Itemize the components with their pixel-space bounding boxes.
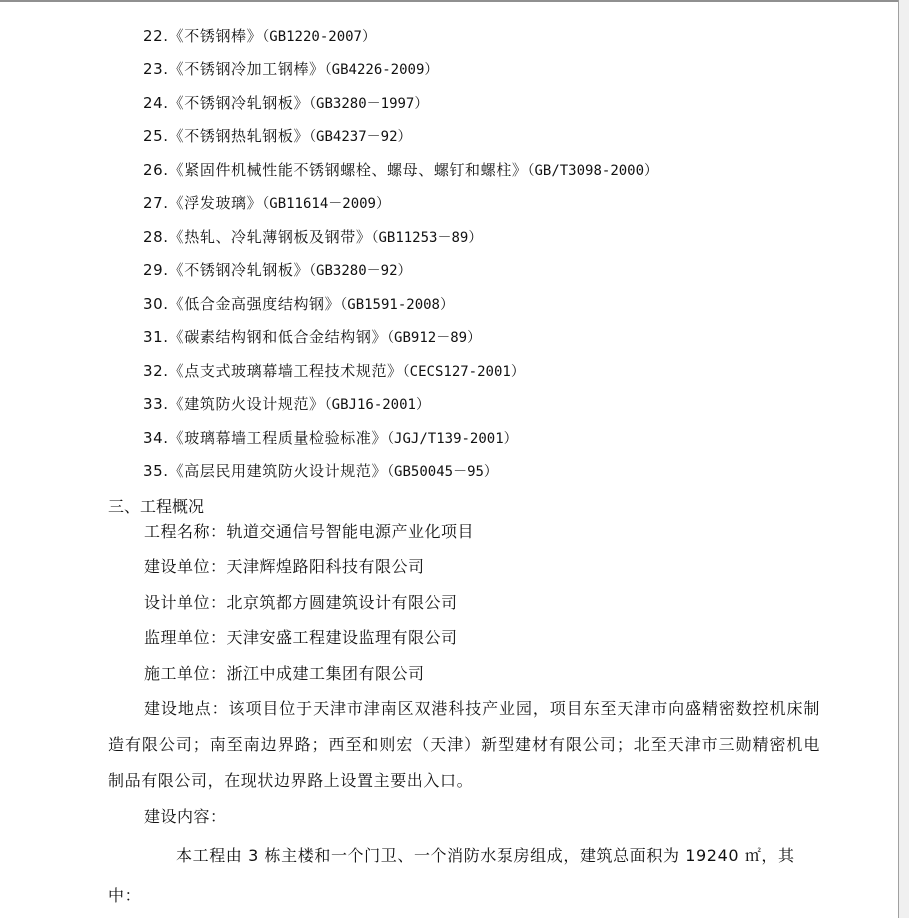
reference-item (143, 326, 481, 349)
reference-title: 《不锈钢冷加工钢棒》 (168, 60, 325, 78)
reference-title: 《紧固件机械性能不锈钢螺栓、螺母、螺钉和螺柱》 (168, 161, 528, 179)
reference-number: 28. (143, 228, 169, 246)
reference-item (143, 226, 482, 249)
project-content-text: 本工程由 3 栋主楼和一个门卫、一个消防水泵房组成，建筑总面积为 19240 ㎡，其中： (108, 846, 795, 905)
reference-code: （GB3280－1997） (309, 96, 429, 112)
reference-item (143, 159, 658, 182)
reference-number: 30. (143, 295, 169, 313)
reference-code: （GB912－89） (387, 330, 482, 346)
reference-number: 27. (143, 194, 169, 212)
reference-item (143, 427, 518, 450)
reference-item (143, 259, 412, 282)
reference-code: （JGJ/T139-2001） (387, 431, 518, 447)
reference-code: （GB/T3098-2000） (527, 163, 659, 179)
reference-title: 《不锈钢棒》 (168, 27, 263, 45)
reference-item (143, 360, 525, 383)
reference-number: 32. (143, 362, 169, 380)
reference-item (143, 125, 412, 148)
reference-title: 《浮发玻璃》 (168, 194, 263, 212)
reference-code: （GB4226-2009） (324, 62, 439, 78)
project-builder: 建设单位：天津辉煌路阳科技有限公司 (144, 557, 425, 576)
reference-number: 22. (143, 27, 169, 45)
reference-item (143, 58, 438, 81)
reference-number: 25. (143, 127, 169, 145)
reference-code: （GB4237－92） (309, 129, 412, 145)
reference-code: （GB3280－92） (309, 263, 412, 279)
reference-title: 《不锈钢冷轧钢板》 (168, 261, 310, 279)
reference-title: 《点支式玻璃幕墙工程技术规范》 (168, 362, 403, 380)
reference-title: 《高层民用建筑防火设计规范》 (168, 462, 388, 480)
reference-number: 26. (143, 161, 169, 179)
reference-number: 29. (143, 261, 169, 279)
reference-code: （GB11614－2009） (262, 196, 390, 212)
reference-item (143, 92, 428, 115)
reference-title: 《不锈钢冷轧钢板》 (168, 94, 310, 112)
reference-number: 33. (143, 395, 169, 413)
reference-code: （CECS127-2001） (402, 364, 525, 380)
project-designer: 设计单位：北京筑都方圆建筑设计有限公司 (144, 593, 458, 612)
reference-title: 《不锈钢热轧钢板》 (168, 127, 310, 145)
reference-title: 《低合金高强度结构钢》 (168, 295, 341, 313)
project-content-label: 建设内容： (144, 807, 227, 826)
project-name: 工程名称：轨道交通信号智能电源产业化项目 (144, 522, 475, 541)
reference-item (143, 293, 454, 316)
section-heading: 三、工程概况 (108, 497, 205, 516)
project-contractor: 施工单位：浙江中成建工集团有限公司 (144, 664, 425, 683)
reference-title: 《建筑防火设计规范》 (168, 395, 325, 413)
reference-item (143, 25, 376, 48)
project-location: 建设地点：该项目位于天津市津南区双港科技产业园，项目东至天津市向盛精密数控机床制造有限公司；南至南边界路；西至和则宏（天津）新型建材有限公司；北至天津市三勋精密机电制品有限公司，在现状边界路上设置主要出入口。 (108, 699, 820, 790)
reference-code: （GB50045－95） (387, 464, 498, 480)
reference-item (143, 192, 390, 215)
reference-number: 31. (143, 328, 169, 346)
vertical-scrollbar[interactable] (898, 0, 909, 918)
reference-code: （GBJ16-2001） (324, 397, 430, 413)
reference-code: （GB1591-2008） (340, 297, 454, 313)
reference-number: 35. (143, 462, 169, 480)
reference-number: 34. (143, 429, 169, 447)
reference-title: 《碳素结构钢和低合金结构钢》 (168, 328, 388, 346)
project-supervisor: 监理单位：天津安盛工程建设监理有限公司 (144, 628, 458, 647)
reference-title: 《玻璃幕墙工程质量检验标准》 (168, 429, 388, 447)
reference-item (143, 393, 430, 416)
reference-number: 24. (143, 94, 169, 112)
reference-title: 《热轧、冷轧薄钢板及钢带》 (168, 228, 372, 246)
reference-code: （GB1220-2007） (262, 29, 376, 45)
reference-code: （GB11253－89） (371, 230, 483, 246)
reference-item (143, 460, 498, 483)
reference-number: 23. (143, 60, 169, 78)
